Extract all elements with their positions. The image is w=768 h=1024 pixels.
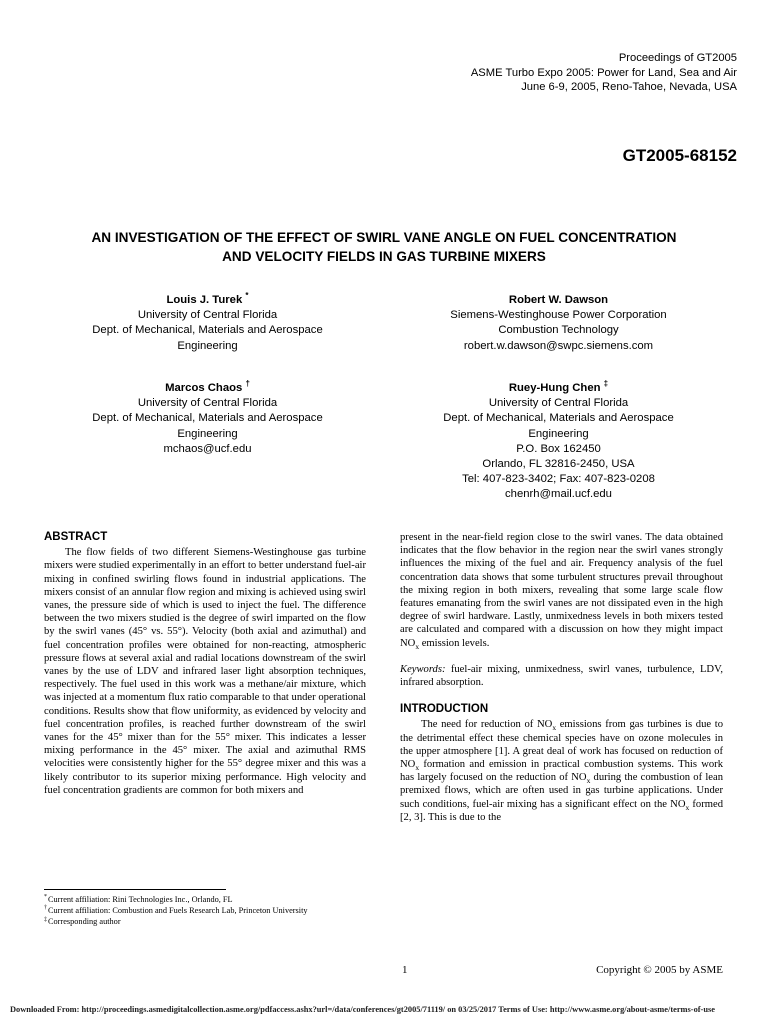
author-address: Orlando, FL 32816-2450, USA bbox=[482, 458, 635, 471]
nox-subscript: x bbox=[415, 641, 420, 651]
author-name: Ruey-Hung Chen bbox=[508, 382, 601, 394]
author-mark: * bbox=[245, 291, 249, 301]
proceedings-header bbox=[471, 51, 737, 95]
author-affiliation: University of Central Florida bbox=[137, 309, 278, 322]
author-affiliation: Combustion Technology bbox=[498, 324, 619, 337]
title-line: AND VELOCITY FIELDS IN GAS TURBINE MIXERS bbox=[222, 249, 546, 264]
abstract-continued-text: present in the near-field region close to the swirl vanes. The data obtained indicates that the flow behavior in the region near the swirl vanes strongly influences the mixing of the fuel and air. Frequency analysis of the fuel concentration data shows that some turbulent structures prevail throughout the mixing region in both mixers, revealing that some large scale flow features emanating from the swirl vanes are not dissipated even in the high degree of swirl hardware. Lastly, unmixedness levels in both mixers tested are calculated and compared with a discussion on how they might impact NO bbox=[400, 532, 723, 649]
title-line: AN INVESTIGATION OF THE EFFECT OF SWIRL VANE ANGLE ON FUEL CONCENTRATION bbox=[91, 230, 677, 245]
author-affiliation: Engineering bbox=[177, 427, 238, 440]
proceedings-line: June 6-9, 2005, Reno-Tahoe, Nevada, USA bbox=[521, 81, 737, 94]
author-affiliation: Engineering bbox=[177, 339, 238, 352]
footnote-text: Current affiliation: Rini Technologies Inc., Orlando, FL bbox=[48, 895, 233, 904]
copyright: Copyright © 2005 by ASME bbox=[596, 964, 723, 976]
footnote bbox=[44, 916, 308, 927]
download-notice: Downloaded From: http://proceedings.asmedigitalcollection.asme.org/pdfaccess.ashx?url=/data/conferences/gt2005/71119/ on 03/25/2017 Terms of Use: http://www.asme.org/about-asme/terms-of-use bbox=[10, 1005, 715, 1014]
left-column bbox=[44, 531, 366, 797]
author-name: Marcos Chaos bbox=[165, 382, 243, 394]
author-block bbox=[40, 381, 375, 457]
proceedings-line: Proceedings of GT2005 bbox=[618, 52, 737, 64]
abstract-continued bbox=[400, 531, 723, 650]
paper-title bbox=[40, 228, 728, 266]
footnote bbox=[44, 894, 308, 905]
keywords bbox=[400, 663, 723, 689]
author-phone: Tel: 407-823-3402; Fax: 407-823-0208 bbox=[462, 473, 655, 486]
abstract-text: The flow fields of two different Siemens-Westinghouse gas turbine mixers were studied experimentally in an effort to better understand fuel-air mixing in confined swirling flows found in industrial applications. The mixers consist of an annular flow region and mixing is achieved using swirl vanes, the pressure side of which is used to inject the fuel. The difference between the two mixers studied is the degree of swirl imparted on the flow by the swirl vanes (45° vs. 55°). Velocity (both axial and azimuthal) and fuel concentration profiles were obtained for non-reacting, atmospheric pressure flows at several axial and radial locations downstream of the swirl vanes by the use of LDV and infrared laser light absorption techniques, respectively. The fuel used in this work was a methane/air mixture, which was injected at a momentum flux ratio comparable to that under operational conditions. Results show that flow uniformity, as evidenced by velocity and fuel concentration profiles, is reached further downstream of the swirl vanes for the 45° mixer than for the 55° mixer. This indicates a lesser mixing performance in the 45° mixer. The axial and azimuthal RMS velocities were consistently higher for the 55° degree mixer and this was a likely contributor to its superior mixing performance. High velocity and fuel concentration gradients are common for both mixers and bbox=[44, 547, 366, 796]
author-mark: ‡ bbox=[603, 379, 609, 389]
abstract-heading: ABSTRACT bbox=[44, 531, 108, 543]
footnote bbox=[44, 905, 308, 916]
footnotes bbox=[44, 894, 308, 928]
author-address: P.O. Box 162450 bbox=[516, 442, 601, 455]
author-affiliation: Dept. of Mechanical, Materials and Aerospace bbox=[92, 412, 323, 425]
keywords-text: fuel-air mixing, unmixedness, swirl vanes, turbulence, LDV, infrared absorption. bbox=[400, 663, 724, 689]
page-number: 1 bbox=[402, 964, 408, 976]
author-affiliation: Engineering bbox=[528, 427, 589, 440]
author-block bbox=[386, 293, 731, 354]
author-affiliation: Siemens-Westinghouse Power Corporation bbox=[450, 309, 667, 322]
introduction-heading: INTRODUCTION bbox=[400, 703, 489, 716]
footnote-mark: ‡ bbox=[44, 916, 47, 923]
paper-id: GT2005-68152 bbox=[622, 146, 737, 165]
footnote-text: Current affiliation: Combustion and Fuels Research Lab, Princeton University bbox=[48, 906, 308, 916]
author-affiliation: Dept. of Mechanical, Materials and Aerospace bbox=[443, 412, 674, 425]
author-block bbox=[40, 293, 375, 354]
author-name: Louis J. Turek bbox=[166, 294, 243, 306]
author-affiliation: University of Central Florida bbox=[488, 397, 629, 410]
author-mark: † bbox=[245, 379, 250, 389]
footnote-mark: * bbox=[44, 894, 47, 901]
author-name: Robert W. Dawson bbox=[508, 294, 609, 306]
introduction-text: The need for reduction of $NO_x$ emissions from gas turbines is due to the detrimental effect these chemical species have on ozone molecules in the upper atmosphere [1]. A great deal of work has focused on reduction of $NO_x$ formation and emission in practical combustion systems. This work has largely focused on the reduction of $NO_x$ during the combustion of lean premixed flows, which are often used in gas turbine applications. Under such conditions, fuel-air mixing has a significant effect on the $NO_x$ formed [2, 3]. This is due to the bbox=[400, 719, 723, 823]
keywords-label: Keywords: bbox=[400, 663, 446, 675]
proceedings-line: ASME Turbo Expo 2005: Power for Land, Sea and Air bbox=[470, 66, 737, 79]
author-email: robert.w.dawson@swpc.siemens.com bbox=[463, 339, 654, 352]
author-affiliation: University of Central Florida bbox=[137, 397, 278, 410]
author-email: chenrh@mail.ucf.edu bbox=[505, 488, 612, 501]
footnote-text: Corresponding author bbox=[48, 917, 121, 927]
author-block bbox=[386, 381, 731, 503]
author-email: mchaos@ucf.edu bbox=[163, 442, 252, 455]
author-affiliation: Dept. of Mechanical, Materials and Aerospace bbox=[92, 324, 323, 337]
footnote-divider bbox=[44, 889, 226, 890]
right-column bbox=[400, 531, 723, 824]
abstract-continued-text: emission levels. bbox=[419, 637, 490, 649]
footnote-mark: † bbox=[44, 905, 47, 912]
